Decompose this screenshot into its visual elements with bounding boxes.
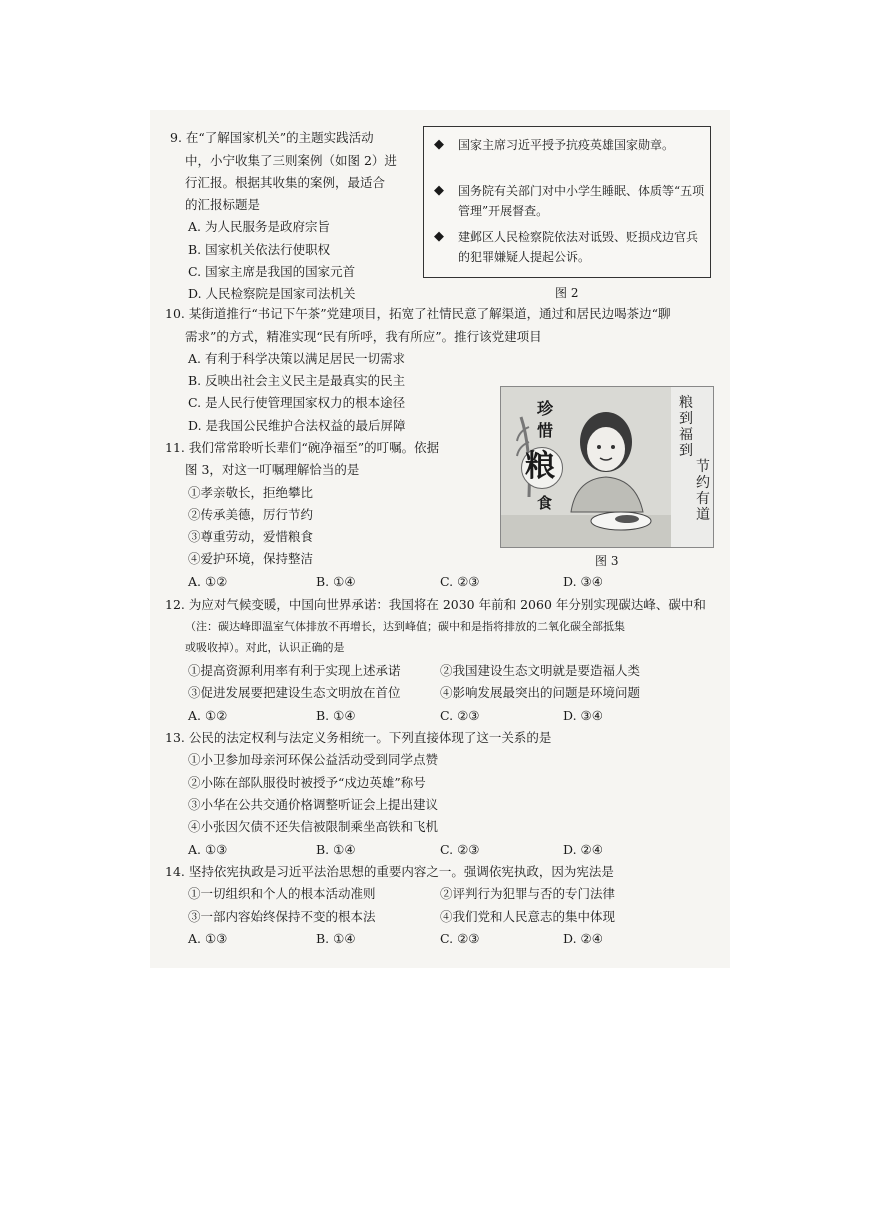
- diamond-bullet-icon: ◆: [434, 183, 444, 198]
- q12-note-line-1: （注：碳达峰即温室气体排放不再增长，达到峰值；碳中和是指将排放的二氧化碳全部抵集: [185, 620, 625, 633]
- q9-stem-line-3: 行汇报。根据其收集的案例，最适合: [185, 175, 386, 190]
- q14-option-b: B. ①④: [316, 931, 356, 946]
- q13-option-a: A. ①③: [188, 842, 228, 857]
- q10-stem-line-1: 10. 某街道推行“书记下午茶”党建项目，拓宽了社情民意了解渠道，通过和居民边喝茶边“聊: [165, 306, 671, 321]
- q13-option-d: D. ②④: [563, 842, 603, 857]
- figure-2-box: [423, 126, 711, 278]
- q11-item-1: ①孝亲敬长，拒绝攀比: [188, 485, 314, 500]
- q12-item-1: ①提高资源利用率有利于实现上述承诺: [188, 663, 401, 678]
- q14-option-c: C. ②③: [440, 931, 480, 946]
- q12-item-2: ②我国建设生态文明就是要造福人类: [440, 663, 641, 678]
- q14-option-a: A. ①③: [188, 931, 228, 946]
- fig2-item-1: ◆ 国家主席习近平授予抗疫英雄国家勋章。: [434, 135, 709, 175]
- fig3-title-char-1: 珍: [537, 399, 554, 418]
- fig3-right-line-2: 节约有道: [696, 459, 710, 523]
- q9-option-c: C. 国家主席是我国的国家元首: [188, 264, 356, 279]
- q12-item-4: ④影响发展最突出的问题是环境问题: [440, 685, 641, 700]
- q12-option-c: C. ②③: [440, 708, 480, 723]
- q11-item-4: ④爱护环境，保持整洁: [188, 551, 314, 566]
- fig3-big-char: 粮: [525, 449, 555, 484]
- fig3-bottom-char: 食: [537, 494, 553, 512]
- figure-2-caption: 图 2: [555, 286, 579, 300]
- q9-option-a: A. 为人民服务是政府宗旨: [188, 219, 330, 234]
- q12-note-line-2: 或吸收掉）。对此，认识正确的是: [185, 641, 345, 654]
- q11-option-b: B. ①④: [316, 574, 356, 589]
- q13-item-3: ③小华在公共交通价格调整听证会上提出建议: [188, 797, 439, 812]
- q13-item-2: ②小陈在部队服役时被授予“戍边英雄”称号: [188, 775, 426, 790]
- q11-item-2: ②传承美德，厉行节约: [188, 507, 314, 522]
- figure-3-illustration: [500, 386, 714, 548]
- q9-option-d: D. 人民检察院是国家司法机关: [188, 286, 356, 301]
- q9-option-b: B. 国家机关依法行使职权: [188, 242, 331, 257]
- diamond-bullet-icon: ◆: [434, 229, 444, 244]
- q13-option-b: B. ①④: [316, 842, 356, 857]
- q11-option-d: D. ③④: [563, 574, 603, 589]
- q10-option-a: A. 有利于科学决策以满足居民一切需求: [188, 351, 405, 366]
- q10-stem-line-2: 需求”的方式，精准实现“民有所呼，我有所应”。推行该党建项目: [185, 329, 542, 344]
- q11-stem-line-2: 图 3，对这一叮嘱理解恰当的是: [185, 462, 360, 477]
- q9-stem-line-4: 的汇报标题是: [185, 197, 261, 212]
- q13-item-4: ④小张因欠债不还失信被限制乘坐高铁和飞机: [188, 819, 439, 834]
- fig3-right-line-1: 粮到福到: [679, 395, 693, 459]
- q14-item-1: ①一切组织和个人的根本活动准则: [188, 886, 376, 901]
- q10-option-b: B. 反映出社会主义民主是最真实的民主: [188, 373, 406, 388]
- fig3-title-char-2: 惜: [537, 421, 554, 440]
- q14-item-3: ③一部内容始终保持不变的根本法: [188, 909, 376, 924]
- q13-option-c: C. ②③: [440, 842, 480, 857]
- q12-stem-line-1: 12. 为应对气候变暖，中国向世界承诺：我国将在 2030 年前和 2060 年分别实现碳达峰、碳中和: [165, 597, 706, 612]
- q11-option-c: C. ②③: [440, 574, 480, 589]
- q13-item-1: ①小卫参加母亲河环保公益活动受到同学点赞: [188, 752, 439, 767]
- fig2-item-3: ◆ 建邺区人民检察院依法对诋毁、贬损戍边官兵的犯罪嫌疑人提起公诉。: [434, 229, 699, 264]
- q12-item-3: ③促进发展要把建设生态文明放在首位: [188, 685, 401, 700]
- q9-stem-line-1: 9. 在“了解国家机关”的主题实践活动: [170, 130, 374, 145]
- q11-stem-line-1: 11. 我们常常聆听长辈们“碗净福至”的叮嘱。依据: [165, 440, 440, 455]
- q9-stem-line-2: 中，小宁收集了三则案例（如图 2）进: [185, 153, 397, 168]
- fig2-item-2: ◆ 国务院有关部门对中小学生睡眠、体质等“五项管理”开展督查。: [434, 183, 705, 218]
- q14-item-4: ④我们党和人民意志的集中体现: [440, 909, 616, 924]
- diamond-bullet-icon: ◆: [434, 137, 444, 152]
- q14-item-2: ②评判行为犯罪与否的专门法律: [440, 886, 616, 901]
- figure-3-caption: 图 3: [595, 554, 619, 568]
- q13-stem-line-1: 13. 公民的法定权利与法定义务相统一。下列直接体现了这一关系的是: [165, 730, 552, 745]
- q12-option-a: A. ①②: [188, 708, 228, 723]
- q10-option-d: D. 是我国公民维护合法权益的最后屏障: [188, 418, 406, 433]
- q10-option-c: C. 是人民行使管理国家权力的根本途径: [188, 395, 406, 410]
- q11-item-3: ③尊重劳动，爱惜粮食: [188, 529, 314, 544]
- q11-option-a: A. ①②: [188, 574, 228, 589]
- q12-option-b: B. ①④: [316, 708, 356, 723]
- q14-stem-line-1: 14. 坚持依宪执政是习近平法治思想的重要内容之一。强调依宪执政，因为宪法是: [165, 864, 614, 879]
- q14-option-d: D. ②④: [563, 931, 603, 946]
- q12-option-d: D. ③④: [563, 708, 603, 723]
